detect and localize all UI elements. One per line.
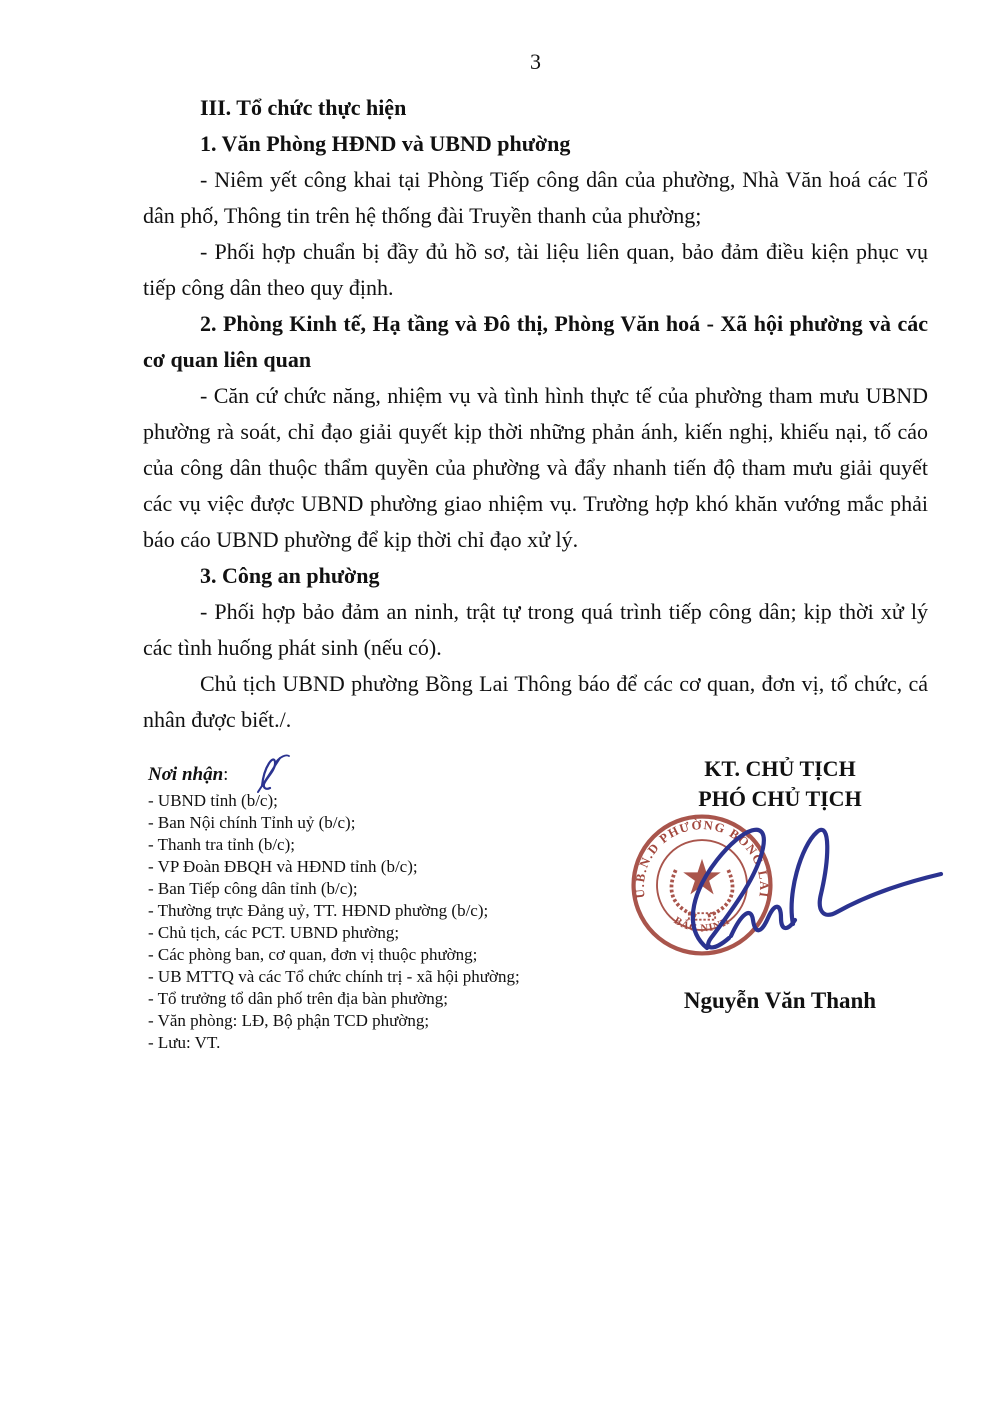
recipient-item: - Ban Nội chính Tỉnh uỷ (b/c);	[148, 813, 356, 832]
paragraph: - Phối hợp bảo đảm an ninh, trật tự trong quá trình tiếp công dân; kịp thời xử lý các tình huống phát sinh (nếu có).	[143, 599, 928, 660]
recipient-item: - Tổ trưởng tổ dân phố trên địa bàn phường;	[148, 989, 449, 1008]
signature-autograph	[673, 802, 949, 972]
signature-block	[615, 754, 945, 1014]
document-body	[143, 90, 928, 738]
signer-name: Nguyễn Văn Thanh	[683, 988, 877, 1013]
section-heading: III. Tổ chức thực hiện	[200, 95, 407, 120]
recipient-item: - Ban Tiếp công dân tỉnh (b/c);	[148, 879, 358, 898]
recipients-colon: :	[223, 764, 229, 785]
subsection-heading: 1. Văn Phòng HĐND và UBND phường	[200, 131, 571, 156]
recipient-item: - Văn phòng: LĐ, Bộ phận TCD phường;	[148, 1011, 430, 1030]
stamp-ring-text-top: U.B.N.D PHƯỜNG BỒNG LAI	[632, 818, 772, 900]
stamp-ring-text-bottom: BẮC NINH	[671, 914, 733, 935]
subsection-heading: 3. Công an phường	[200, 563, 380, 588]
recipients-label: Nơi nhận	[148, 764, 224, 785]
recipient-item: - Các phòng ban, cơ quan, đơn vị thuộc phường;	[148, 945, 478, 964]
paragraph: - Phối hợp chuẩn bị đầy đủ hồ sơ, tài liệu liên quan, bảo đảm điều kiện phục vụ tiếp công dân theo quy định.	[143, 239, 928, 300]
signer-title-kt: KT. CHỦ TỊCH	[704, 756, 856, 781]
paragraph: - Niêm yết công khai tại Phòng Tiếp công dân của phường, Nhà Văn hoá các Tổ dân phố, Thông tin trên hệ thống đài Truyền thanh của phường;	[143, 167, 928, 228]
recipients-block	[148, 764, 628, 1054]
recipient-item: - Chủ tịch, các PCT. UBND phường;	[148, 923, 400, 942]
paragraph: Chủ tịch UBND phường Bồng Lai Thông báo để các cơ quan, đơn vị, tổ chức, cá nhân được biết./.	[143, 671, 928, 732]
paraph-initial-icon	[250, 748, 290, 796]
recipient-item: - Lưu: VT.	[148, 1033, 221, 1052]
subsection-heading: 2. Phòng Kinh tế, Hạ tầng và Đô thị, Phòng Văn hoá - Xã hội phường và các cơ quan liên quan	[143, 311, 928, 372]
stamp-and-signature-area	[615, 814, 945, 992]
recipient-item: - Thường trực Đảng uỷ, TT. HĐND phường (b/c);	[148, 901, 489, 920]
recipient-item: - VP Đoàn ĐBQH và HĐND tỉnh (b/c);	[148, 857, 418, 876]
signer-title-deputy: PHÓ CHỦ TỊCH	[698, 786, 862, 811]
recipient-item: - Thanh tra tỉnh (b/c);	[148, 835, 295, 854]
recipient-item: - UB MTTQ và các Tổ chức chính trị - xã hội phường;	[148, 967, 520, 986]
paragraph: - Căn cứ chức năng, nhiệm vụ và tình hình thực tế của phường tham mưu UBND phường rà soát, chỉ đạo giải quyết kịp thời những phản ánh, kiến nghị, khiếu nại, tố cáo của công dân thuộc thẩm quyền của phường và đẩy nhanh tiến độ tham mưu giải quyết các vụ việc được UBND phường giao nhiệm vụ. Trường hợp khó khăn vướng mắc phải báo cáo UBND phường để kịp thời chỉ đạo xử lý.	[143, 383, 928, 552]
page-number: 3	[530, 49, 541, 74]
recipient-item: - UBND tỉnh (b/c);	[148, 791, 278, 810]
footer-section	[143, 754, 928, 1084]
recipients-header	[148, 764, 628, 786]
